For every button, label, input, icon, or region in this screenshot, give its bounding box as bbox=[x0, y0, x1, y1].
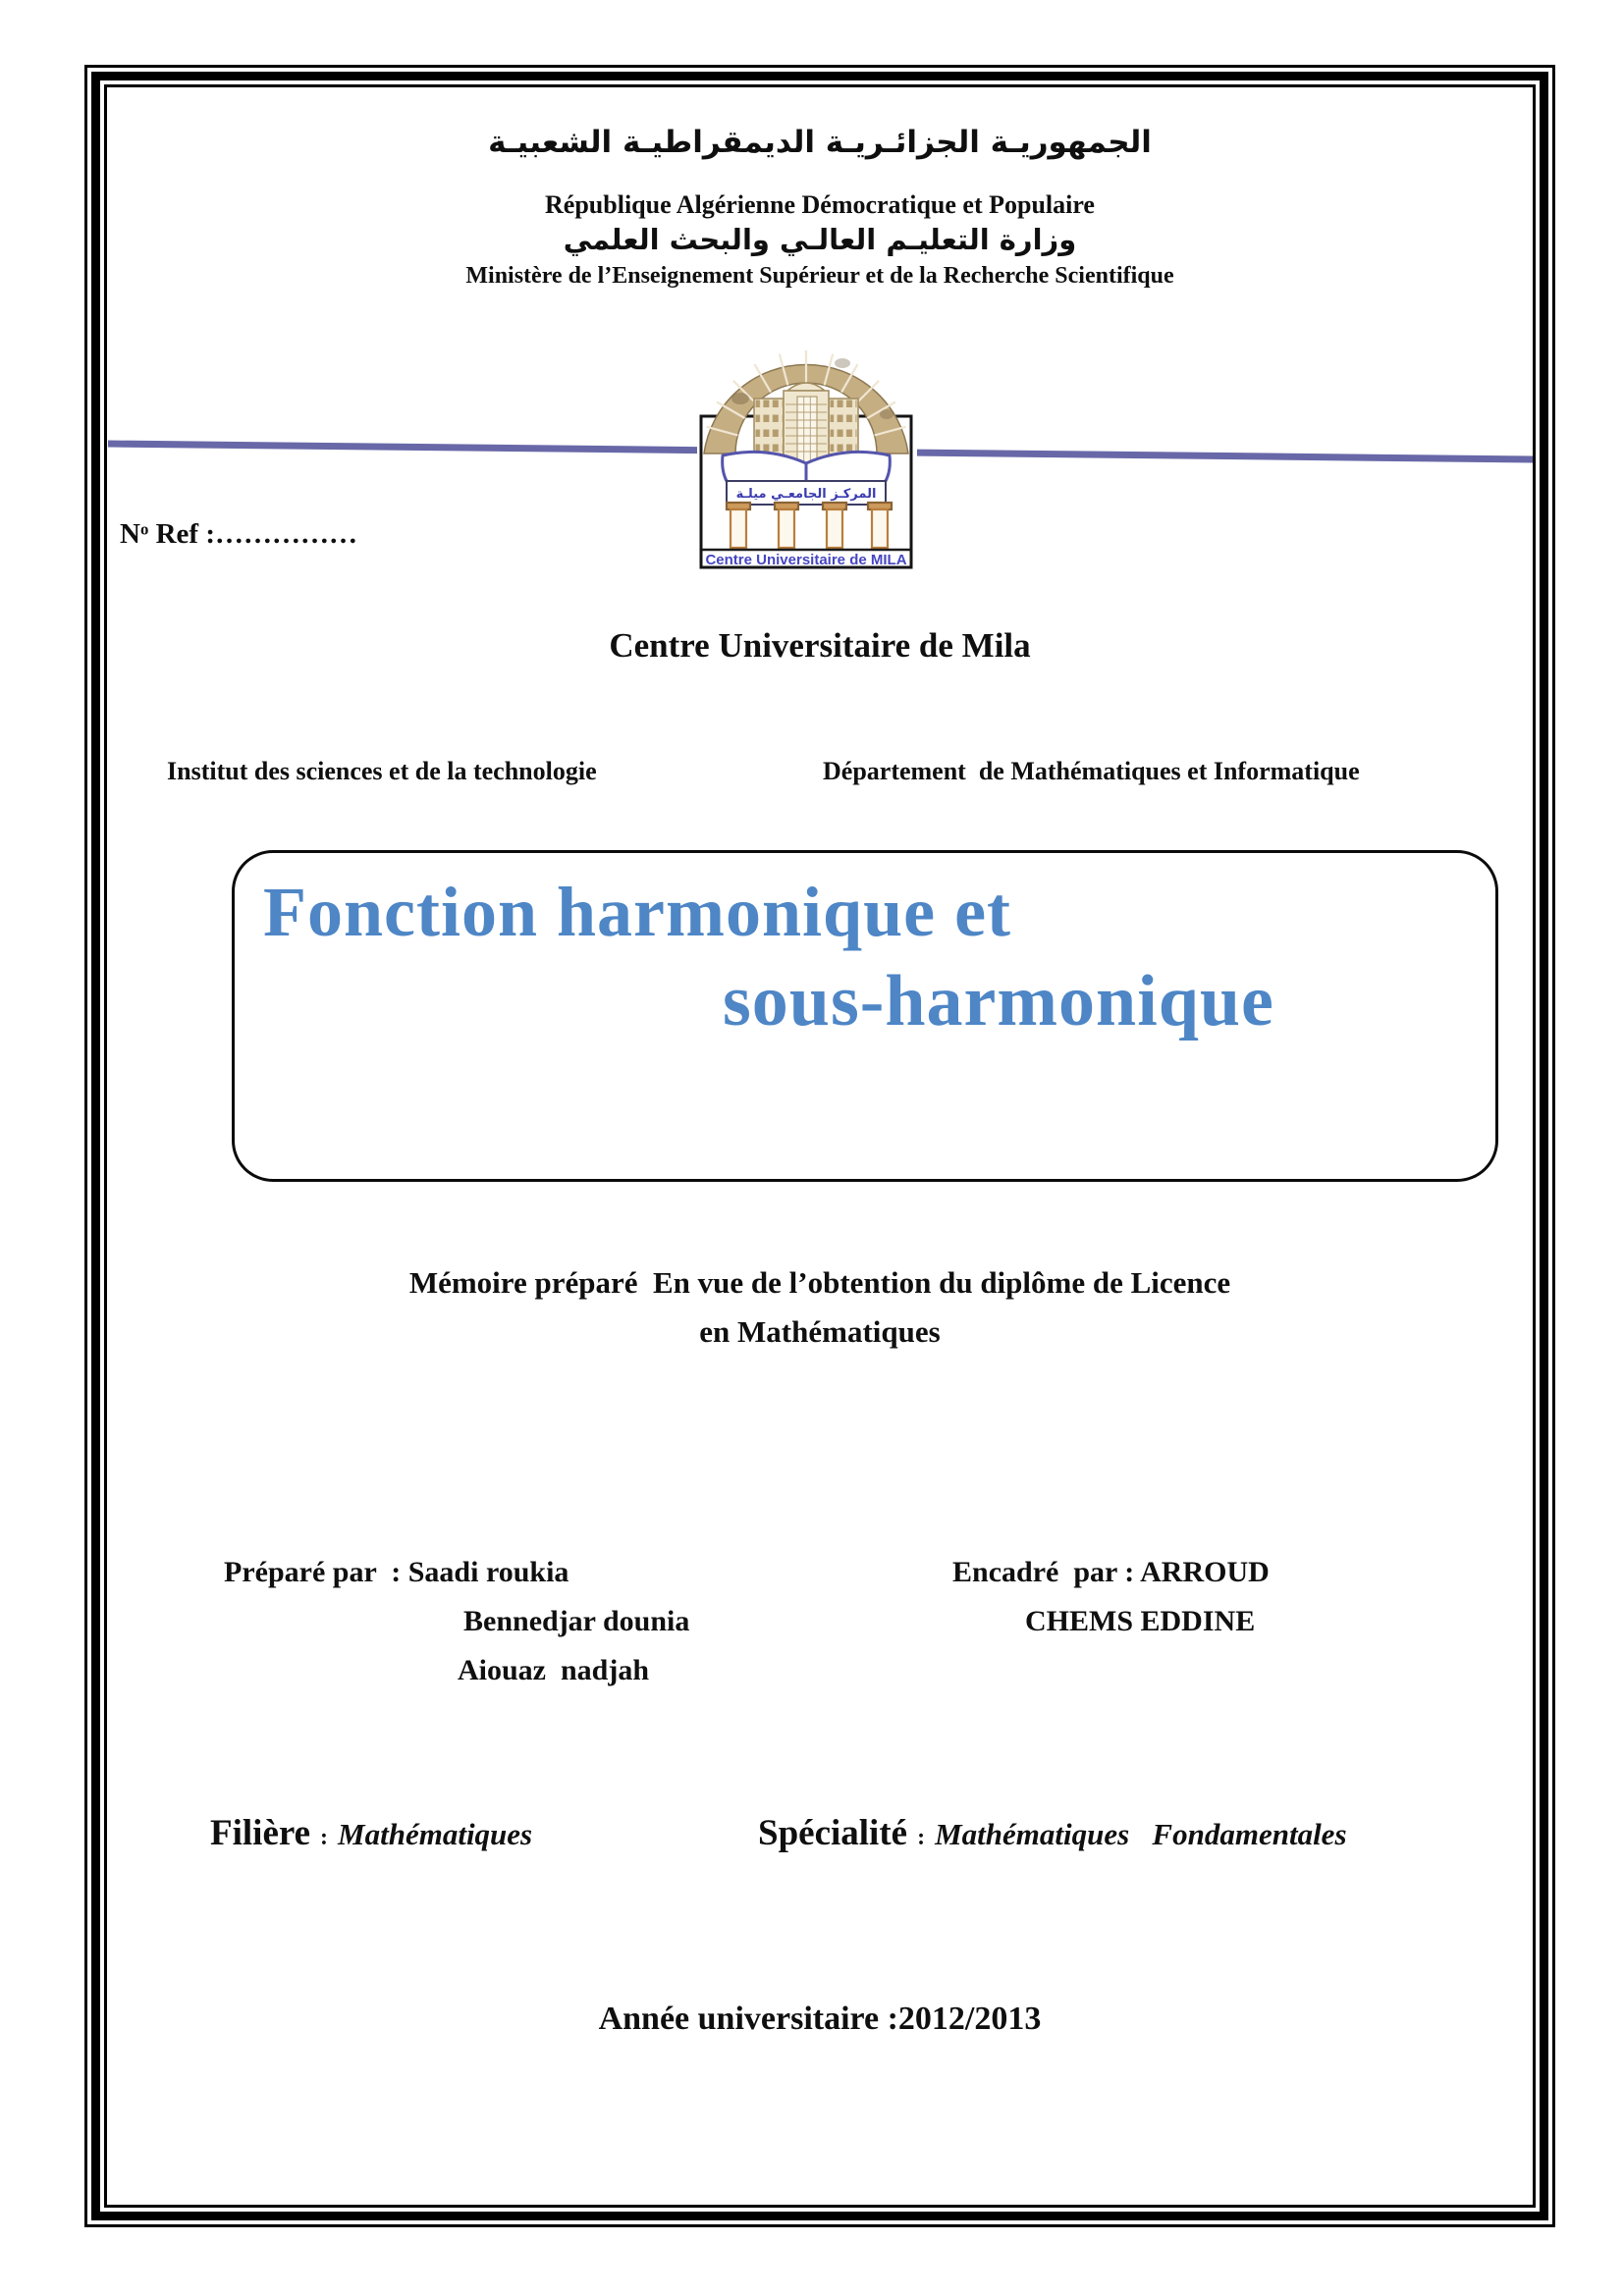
supervisor-label: Encadré par : bbox=[952, 1556, 1135, 1588]
memoire-statement-line1: Mémoire préparé En vue de l’obtention du diplôme de Licence bbox=[408, 1265, 1231, 1300]
institute-name: Institut des sciences et de la technologie bbox=[167, 757, 597, 785]
reference-number bbox=[120, 516, 357, 552]
supervisor-name-1: ARROUD bbox=[1140, 1556, 1270, 1588]
filiere-separator: : bbox=[320, 1825, 329, 1850]
ref-prefix: N bbox=[120, 518, 140, 550]
thesis-title-line2: sous-harmonique bbox=[723, 961, 1274, 1041]
supervisor-name-2: CHEMS EDDINE bbox=[1025, 1605, 1256, 1637]
specialite-label: Spécialité bbox=[758, 1813, 908, 1853]
logo-banner bbox=[727, 481, 886, 505]
department-name: Département de Mathématiques et Informatique bbox=[823, 757, 1360, 785]
university-logo-graphic bbox=[697, 338, 917, 573]
authors-row1 bbox=[224, 1554, 568, 1591]
ref-dotted-line: Ref :…………… bbox=[148, 518, 357, 550]
academic-year: Année universitaire :2012/2013 bbox=[598, 2001, 1042, 2037]
ref-superscript: o bbox=[139, 519, 149, 539]
filiere-value: Mathématiques bbox=[338, 1817, 533, 1851]
author-name-1: Saadi roukia bbox=[407, 1556, 569, 1588]
arabic-ministry-line: وزارة التعليـم العالـي والبحث العلمي bbox=[563, 223, 1077, 256]
authors-label: Préparé par : bbox=[224, 1556, 402, 1588]
arabic-republic-line: الجمهوريـة الجزائـريـة الديمقراطيـة الشعبيـة bbox=[488, 125, 1152, 160]
filiere-label: Filière bbox=[210, 1813, 311, 1853]
specialite-value: Mathématiques Fondamentales bbox=[935, 1817, 1347, 1851]
french-ministry-line: Ministère de l’Enseignement Supérieur et de la Recherche Scientifique bbox=[465, 263, 1174, 289]
university-name: Centre Universitaire de Mila bbox=[609, 626, 1031, 665]
author-name-2: Bennedjar dounia bbox=[463, 1605, 690, 1637]
specialite-row bbox=[758, 1812, 1347, 1854]
logo-banner-text: المركـز الجامعـي ميلـة bbox=[735, 487, 877, 502]
specialite-separator: : bbox=[917, 1825, 926, 1850]
author-name-3: Aiouaz nadjah bbox=[458, 1654, 650, 1686]
french-republic-line: République Algérienne Démocratique et Populaire bbox=[545, 190, 1095, 219]
filiere-row bbox=[210, 1812, 532, 1854]
supervisor-row1 bbox=[952, 1554, 1270, 1591]
university-logo bbox=[697, 338, 917, 573]
logo-caption-text: Centre Universitaire de MILA bbox=[705, 552, 907, 568]
memoire-statement-line2: en Mathématiques bbox=[699, 1314, 941, 1349]
thesis-title-line1: Fonction harmonique et bbox=[263, 873, 1012, 951]
